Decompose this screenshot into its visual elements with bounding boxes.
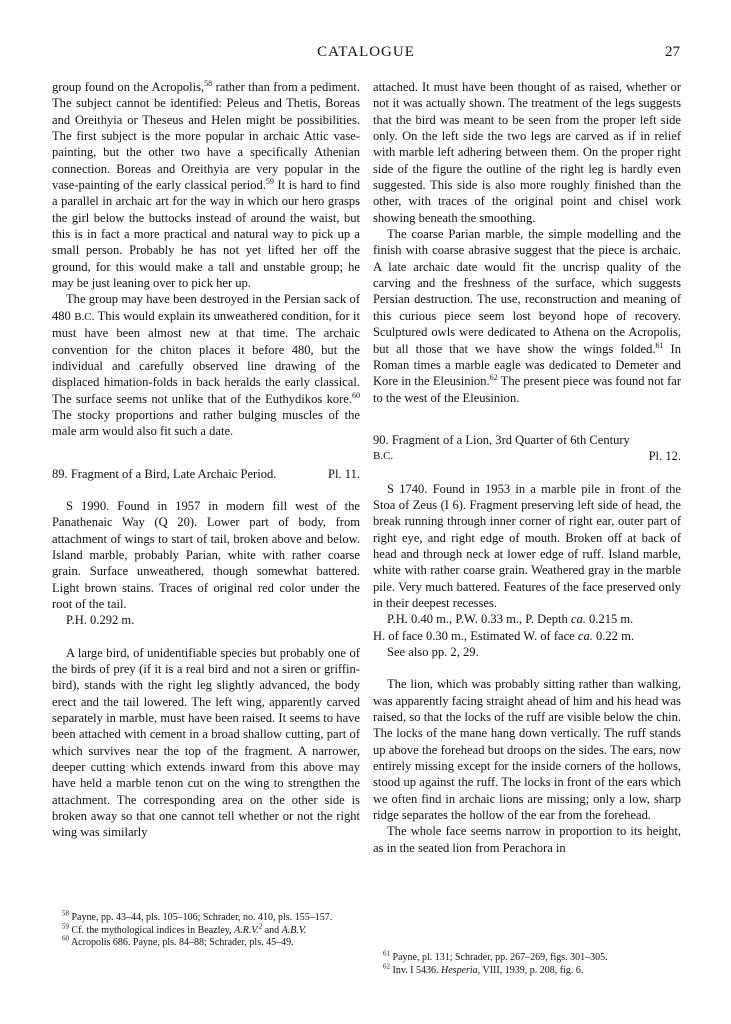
footnote: $^{58}$ Payne, pp. 43–44, pls. 105–106; Schrader, no. 410, pls. 155–157.: [62, 909, 333, 923]
footnotes-right: [373, 949, 681, 977]
entry-title-era: B.C.: [373, 450, 394, 463]
left-column: [52, 79, 360, 841]
footnote-ref[interactable]: 60: [352, 390, 360, 400]
footnote: $^{61}$ Payne, pl. 131; Schrader, pp. 267–269, figs. 301–305.: [383, 949, 608, 963]
running-title: CATALOGUE: [317, 44, 415, 60]
entry-title: 89. Fragment of a Bird, Late Archaic Period.: [52, 466, 277, 481]
footnote: $^{59}$ Cf. the mythological indices in Beazley, A.R.V.$^2$ and A.B.V.: [62, 922, 307, 936]
footnote: $^{62}$ Inv. I 5436. Hesperia, VIII, 1939, p. 208, fig. 6.: [383, 962, 584, 976]
plate-ref: Pl. 11.: [328, 466, 360, 481]
paragraph: group found on the Acropolis,$^{58}$ rather than from a pediment. The subject cannot be identified: Peleus and Thetis, Boreas and Oreithyia or Theseus and Helen might be possibilities. The first subject is the more popular in archaic Attic vase-painting, but the other two have a specifically Athenian connection. Boreas and Oreithyia are very popular in the vase-painting of the early classical period.$^{59}$ It is hard to find a parallel in archaic art for the way in which our hero grasps the girl below the buttocks instead of around the waist, but this is in fact a more practical and natural way to pick up a small person. Probably he has not yet lifted her off the ground, for this would make a tall and unstable group; he may be just leaning over to pick her up.: [52, 78, 360, 291]
entry-89-heading: [52, 466, 360, 482]
paragraph: The coarse Parian marble, the simple modelling and the finish with coarse abrasive suggest that the piece is archaic. A late archaic date would fit the uncrisp quality of the carving and the freshness of the surface, which suggests Persian destruction. The use, reconstruction and meaning of this curious piece seem lost beyond hope of recovery. Sculptured owls were dedicated to Athena on the Acropolis, but all those that we have show the wings folded.$^{61}$ In Roman times a marble eagle was dedicated to Demeter and Kore in the Eleusinion.$^{62}$ The present piece was found not far to the west of the Eleusinion.: [373, 227, 682, 405]
footnote: $^{60}$ Acropolis 686. Payne, pls. 84–88; Schrader, pls. 45–49.: [62, 934, 294, 948]
paragraph: The whole face seems narrow in proportion to its height, as in the seated lion from Perachora in: [373, 824, 681, 855]
entry-dimensions: H. of face 0.30 m., Estimated W. of face ca. 0.22 m.: [373, 628, 634, 643]
page-header: [52, 44, 680, 66]
page-number: 27: [665, 44, 680, 60]
paragraph: attached. It must have been thought of as raised, whether or not it was actually shown. The treatment of the legs suggests that the bird was meant to be seen from the proper left side only. On the left side the two legs are carved as if in relief with marble left adhering between them. On the proper right side of the figure the outline of the right leg is hardly even suggested. This side is also more roughly finished than the other, with traces of the original point and chisel work showing beneath the smoothing.: [373, 80, 681, 225]
cross-reference: See also pp. 2, 29.: [387, 645, 479, 659]
right-column: [373, 79, 681, 856]
footnotes-left: [52, 909, 360, 950]
footnote-ref[interactable]: 59: [265, 176, 274, 186]
entry-dimensions: P.H. 0.40 m., P.W. 0.33 m., P. Depth ca. 0.215 m.: [387, 612, 634, 627]
paragraph: The group may have been destroyed in the Persian sack of 480 B.C. This would explain its unweathered condition, for it must have been almost new at that time. The archaic convention for the chiton places it before 480, but the individual and carefully observed line drawing of the displaced himation-folds in back heralds the early classical. The surface seems not unlike that of the Euthydikos kore.$^{60}$ The stocky proportions and rather bulging muscles of the male arm would also fit such a date.: [52, 292, 360, 439]
entry-90-heading: [373, 432, 681, 465]
entry-title: 90. Fragment of a Lion, 3rd Quarter of 6th Century: [373, 432, 630, 447]
footnote-ref[interactable]: 62: [489, 373, 498, 383]
entry-description: S 1990. Found in 1957 in modern fill west of the Panathenaic Way (Q 20). Lower part of body, from attachment of wings to start of tail, broken above and below. Island marble, probably Parian, white with rather coarse grain. Surface unweathered, though somewhat battered. Light brown stains. Traces of original red color under the root of the tail.: [52, 498, 360, 611]
entry-description: S 1740. Found in 1953 in a marble pile in front of the Stoa of Zeus (I 6). Fragment preserving left side of head, the break running through inner corner of right ear, outer part of right eye, and right edge of mouth. Broken off at back of head and through neck at lower edge of ruff. Island marble, white with rather coarse grain. Weathered gray in the marble pile. Very much battered. Features of the face preserved only in their deepest recesses.: [373, 481, 681, 610]
footnote-ref[interactable]: 61: [655, 340, 664, 350]
footnote-ref[interactable]: 58: [204, 78, 213, 88]
entry-dimensions: P.H. 0.292 m.: [66, 613, 135, 628]
plate-ref: Pl. 12.: [648, 449, 681, 464]
paragraph: A large bird, of unidentifiable species but probably one of the birds of prey (if it is a real bird and not a siren or griffin-bird), stands with the right leg slightly advanced, the body erect and the tail lowered. The left wing, apparently carved separately in marble, must have been raised. It seems to have been attached with cement in a broad shallow cutting, part of which survives near the top of the fragment. A narrower, deeper cutting which extends inward from this above may have held a marble tenon cut on the wing to strengthen the attachment. The corresponding area on the other side is broken away so that one cannot tell whether or not the right wing was similarly: [52, 645, 360, 840]
paragraph: The lion, which was probably sitting rather than walking, was apparently facing straight ahead of him and his head was raised, so that the locks of the ruff are visible below the chin. The locks of the mane hang down vertically. The ruff stands up above the forehead but droops on the sides. The ears, now entirely missing except for the inside corners of the hollows, stood up against the ruff. The locks in front of the ears which we often find in archaic lions are missing; only a low, sharp ridge separates the hollow of the ear from the forehead.: [373, 677, 681, 823]
